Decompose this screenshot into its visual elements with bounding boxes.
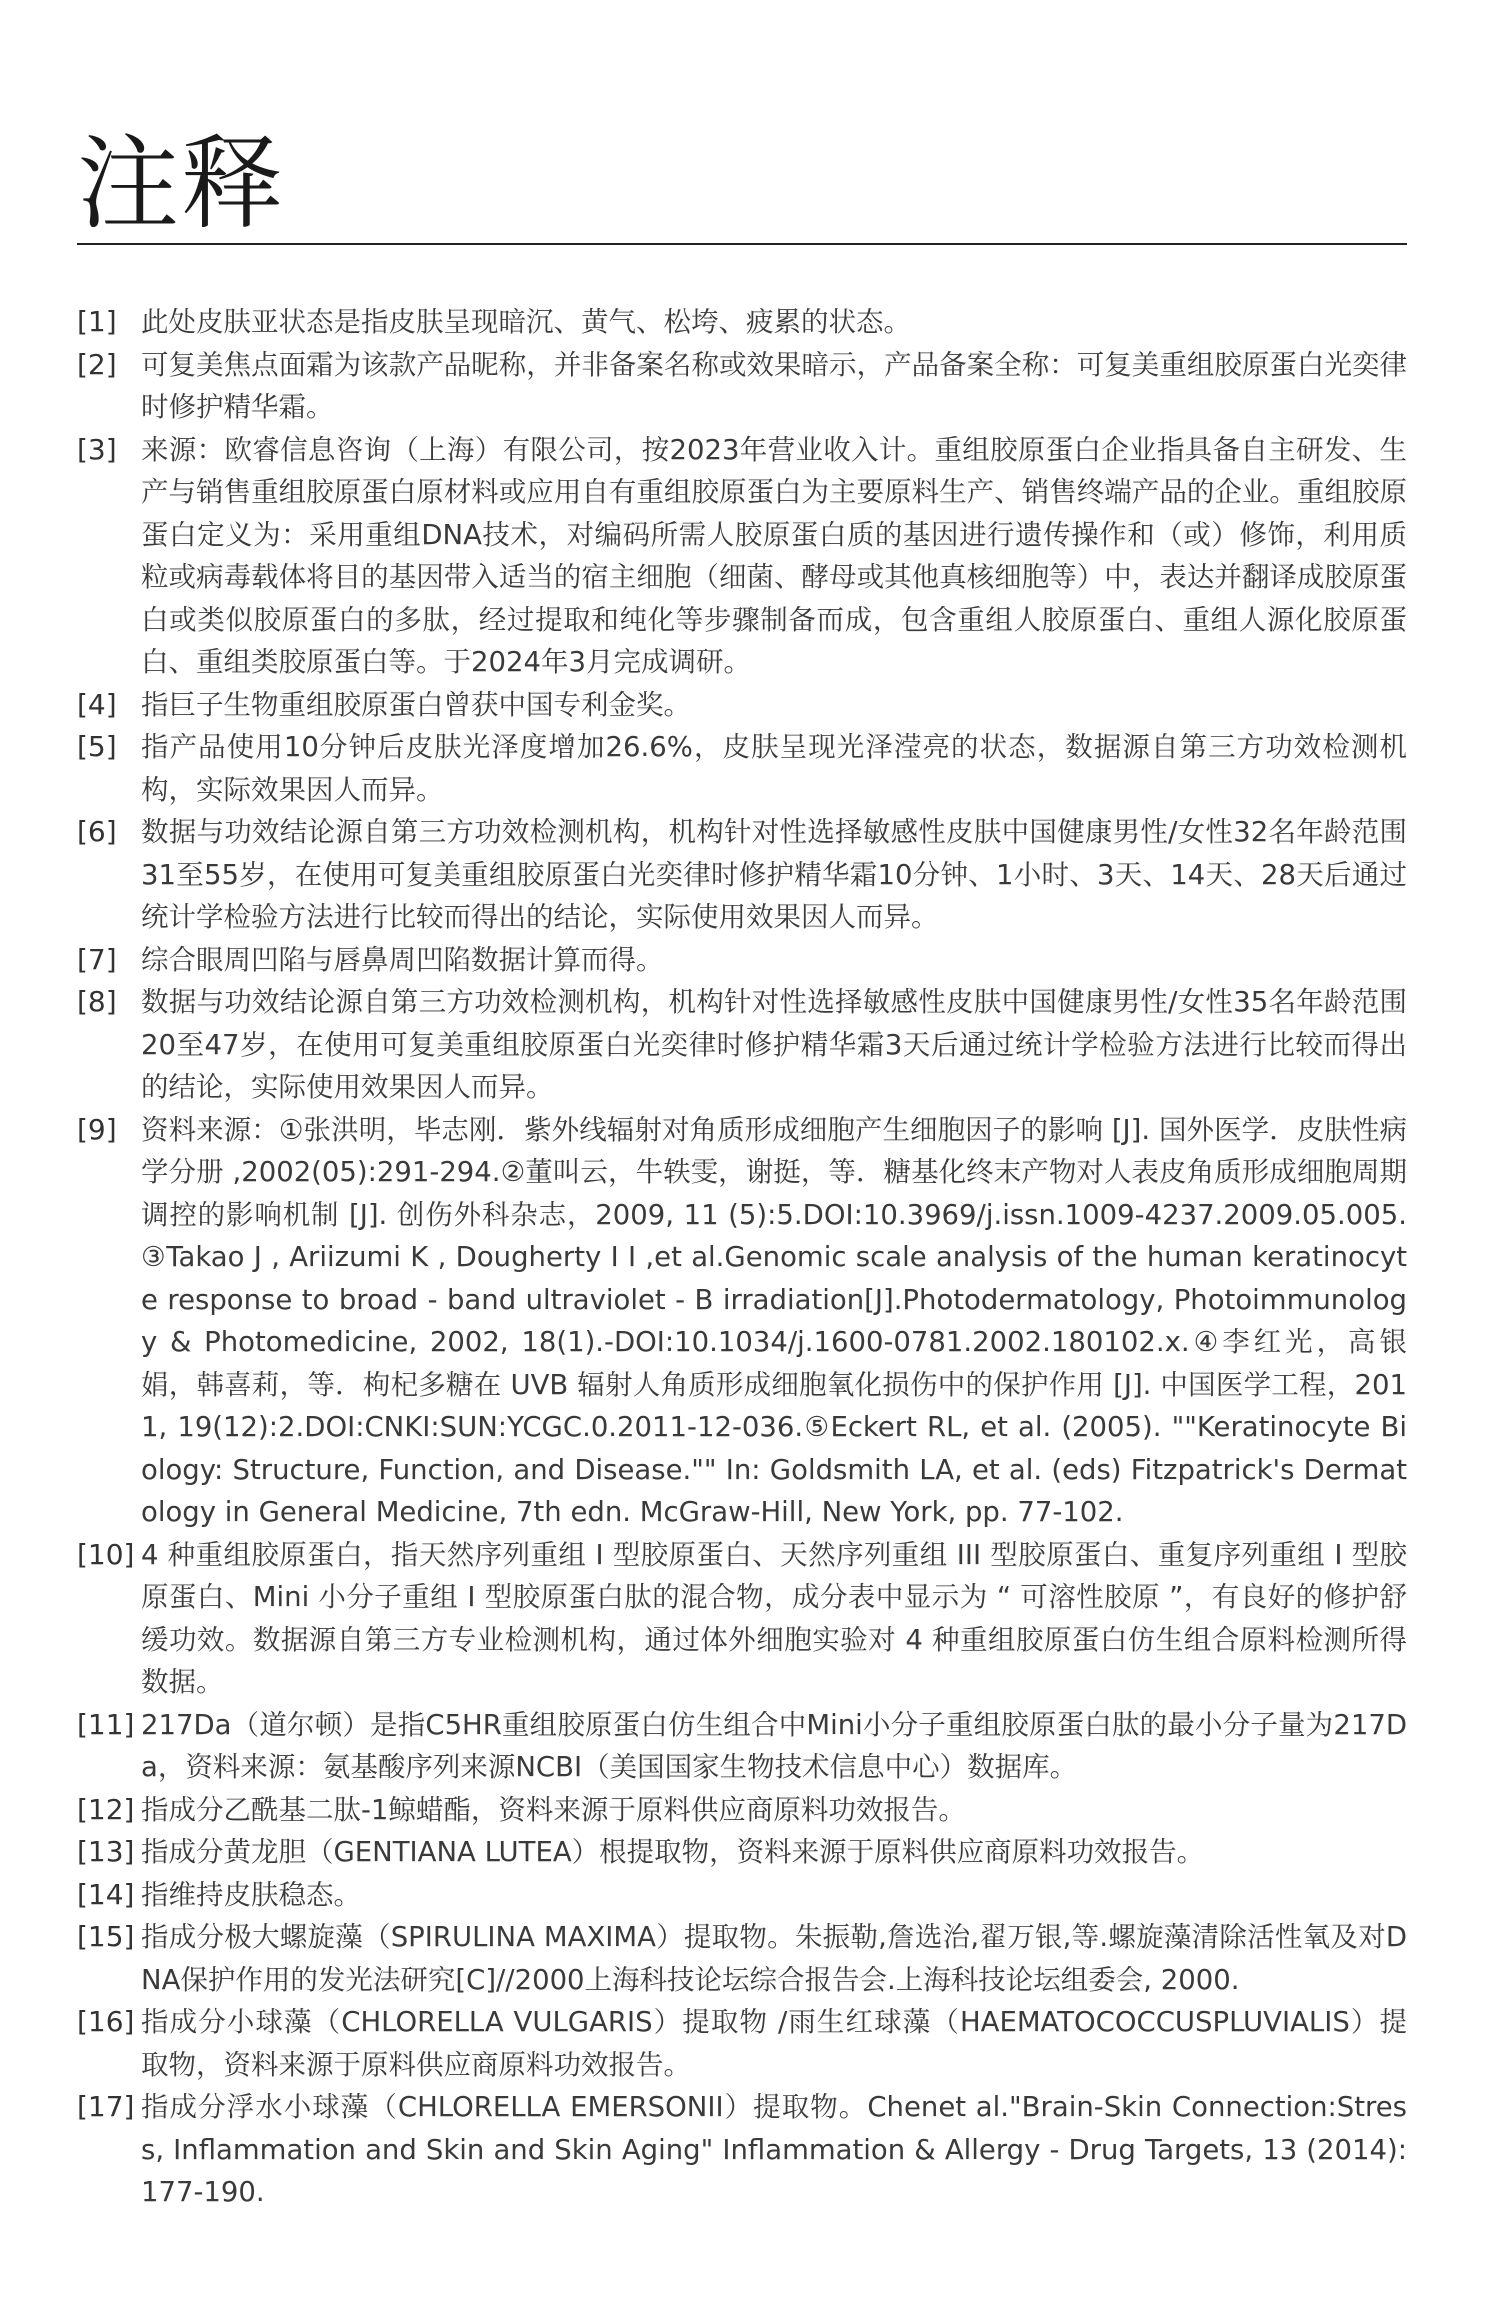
note-number: [17] (77, 2090, 135, 2123)
note-number: [1] (77, 305, 117, 338)
notes-page (77, 125, 1407, 2214)
note-text: 综合眼周凹陷与唇鼻周凹陷数据计算而得。 (141, 943, 664, 976)
note-number: [14] (77, 1877, 135, 1911)
note-number: [8] (77, 985, 117, 1018)
note-item-2 (77, 344, 1407, 429)
note-text: 指产品使用10分钟后皮肤光泽度增加26.6%，皮肤呈现光泽滢亮的状态，数据源自第三方功效检测机构，实际效果因人而异。 (141, 731, 1407, 806)
page-title: 注释 (77, 125, 285, 244)
note-number: [10] (77, 1537, 135, 1571)
note-number: [16] (77, 2005, 135, 2038)
note-item-6 (77, 811, 1407, 939)
note-item-3 (77, 429, 1407, 684)
note-text: 指成分黄龙胆（GENTIANA LUTEA）根提取物，资料来源于原料供应商原料功效报告。 (141, 1836, 1205, 1868)
note-text: 4 种重组胶原蛋白，指天然序列重组 I 型胶原蛋白、天然序列重组 III 型胶原蛋白、重复序列重组 I 型胶原蛋白、Mini 小分子重组 I 型胶原蛋白肽的混合物，成分表中显示为 “ 可溶性胶原 ”，有良好的修护舒缓功效。数据源自第三方专业检测机构，通过体外细胞实验对 4 种重组胶原蛋白仿生组合原料检测所得数据。 (141, 1538, 1407, 1698)
note-text: 数据与功效结论源自第三方功效检测机构，机构针对性选择敏感性皮肤中国健康男性/女性35名年龄范围20至47岁，在使用可复美重组胶原蛋白光奕律时修护精华霜3天后通过统计学检验方法进行比较而得出的结论，实际使用效果因人而异。 (141, 986, 1407, 1103)
note-item-1 (77, 301, 1407, 344)
note-text: 指成分小球藻（CHLORELLA VULGARIS）提取物 /雨生红球藻（HAEMATOCOCCUSPLUVIALIS）提取物，资料来源于原料供应商原料功效报告。 (141, 2006, 1407, 2081)
note-text: 指成分乙酰基二肽-1鲸蜡酯，资料来源于原料供应商原料功效报告。 (141, 1793, 966, 1826)
note-number: [9] (77, 1112, 117, 1146)
note-number: [2] (77, 347, 117, 381)
note-number: [15] (77, 1920, 135, 1953)
note-item-11 (77, 1704, 1407, 1789)
note-text: 指成分浮水小球藻（CHLORELLA EMERSONII）提取物。Chenet al."Brain-Skin Connection:Stress, Inflammation and Skin and Skin Aging" Inflammation & Allergy - Drug Targets, 13 (2014): 177-190. (141, 2091, 1407, 2208)
note-item-12 (77, 1789, 1407, 1832)
note-item-16 (77, 2001, 1407, 2086)
note-text: 数据与功效结论源自第三方功效检测机构，机构针对性选择敏感性皮肤中国健康男性/女性32名年龄范围31至55岁，在使用可复美重组胶原蛋白光奕律时修护精华霜10分钟、1小时、3天、14天、28天后通过统计学检验方法进行比较而得出的结论，实际使用效果因人而异。 (141, 816, 1407, 933)
note-text: 可复美焦点面霜为该款产品昵称，并非备案名称或效果暗示，产品备案全称：可复美重组胶原蛋白光奕律时修护精华霜。 (141, 348, 1407, 423)
note-text: 来源：欧睿信息咨询（上海）有限公司，按2023年营业收入计。重组胶原蛋白企业指具备自主研发、生产与销售重组胶原蛋白原材料或应用自有重组胶原蛋白为主要原料生产、销售终端产品的企业。重组胶原蛋白定义为：采用重组DNA技术，对编码所需人胶原蛋白质的基因进行遗传操作和（或）修饰，利用质粒或病毒载体将目的基因带入适当的宿主细胞（细菌、酵母或其他真核细胞等）中，表达并翻译成胶原蛋白或类似胶原蛋白的多肽，经过提取和纯化等步骤制备而成，包含重组人胶原蛋白、重组人源化胶原蛋白、重组类胶原蛋白等。于2024年3月完成调研。 (141, 433, 1407, 678)
note-number: [5] (77, 730, 117, 763)
note-text: 指巨子生物重组胶原蛋白曾获中国专利金奖。 (141, 688, 691, 721)
note-item-10 (77, 1534, 1407, 1704)
note-text: 资料来源：①张洪明，毕志刚．紫外线辐射对角质形成细胞产生细胞因子的影响 [J]. 国外医学．皮肤性病学分册 ,2002(05):291-294.②董叫云，牛轶雯，谢挺，等．糖基化终末产物对人表皮角质形成细胞周期调控的影响机制 [J]. 创伤外科杂志，2009, 11 (5):5.DOI:10.3969/j.issn.1009-4237.2009.05.005.③Takao J , Ariizumi K , Dougherty I I ,et al.Genomic scale analysis of the human keratinocyte response to broad - band ultraviolet - B irradiation[J].Photodermatology, Photoimmunology & Photomedicine, 2002, 18(1).-DOI:10.1034/j.1600-0781.2002.180102.x.④李红光，高银娟，韩喜莉，等．枸杞多糖在 UVB 辐射人角质形成细胞氧化损伤中的保护作用 [J]. 中国医学工程，2011, 19(12):2.DOI:CNKI:SUN:YCGC.0.2011-12-036.⑤Eckert RL, et al. (2005). ""Keratinocyte Biology: Structure, Function, and Disease."" In: Goldsmith LA, et al. (eds) Fitzpatrick's Dermatology in General Medicine, 7th edn. McGraw-Hill, New York, pp. 77-102. (141, 1113, 1407, 1528)
note-number: [3] (77, 432, 117, 466)
note-item-5 (77, 726, 1407, 811)
note-text: 指维持皮肤稳态。 (141, 1878, 361, 1911)
note-number: [13] (77, 1835, 135, 1868)
notes-list (77, 301, 1407, 2214)
note-item-13 (77, 1831, 1407, 1874)
note-item-7 (77, 939, 1407, 982)
note-item-15 (77, 1916, 1407, 2001)
note-number: [7] (77, 942, 117, 976)
note-number: [4] (77, 687, 117, 721)
note-number: [11] (77, 1707, 135, 1741)
note-number: [12] (77, 1792, 135, 1826)
note-item-4 (77, 684, 1407, 727)
note-text: 217Da（道尔顿）是指C5HR重组胶原蛋白仿生组合中Mini小分子重组胶原蛋白肽的最小分子量为217Da，资料来源：氨基酸序列来源NCBI（美国国家生物技术信息中心）数据库。 (141, 1708, 1407, 1783)
note-text: 此处皮肤亚状态是指皮肤呈现暗沉、黄气、松垮、疲累的状态。 (141, 306, 911, 338)
note-item-17 (77, 2086, 1407, 2214)
note-item-9 (77, 1109, 1407, 1534)
note-number: [6] (77, 815, 117, 848)
note-item-8 (77, 981, 1407, 1109)
note-text: 指成分极大螺旋藻（SPIRULINA MAXIMA）提取物。朱振勒,詹选治,翟万银,等.螺旋藻清除活性氧及对DNA保护作用的发光法研究[C]//2000上海科技论坛综合报告会.上海科技论坛组委会, 2000. (141, 1921, 1407, 1996)
note-item-14 (77, 1874, 1407, 1917)
